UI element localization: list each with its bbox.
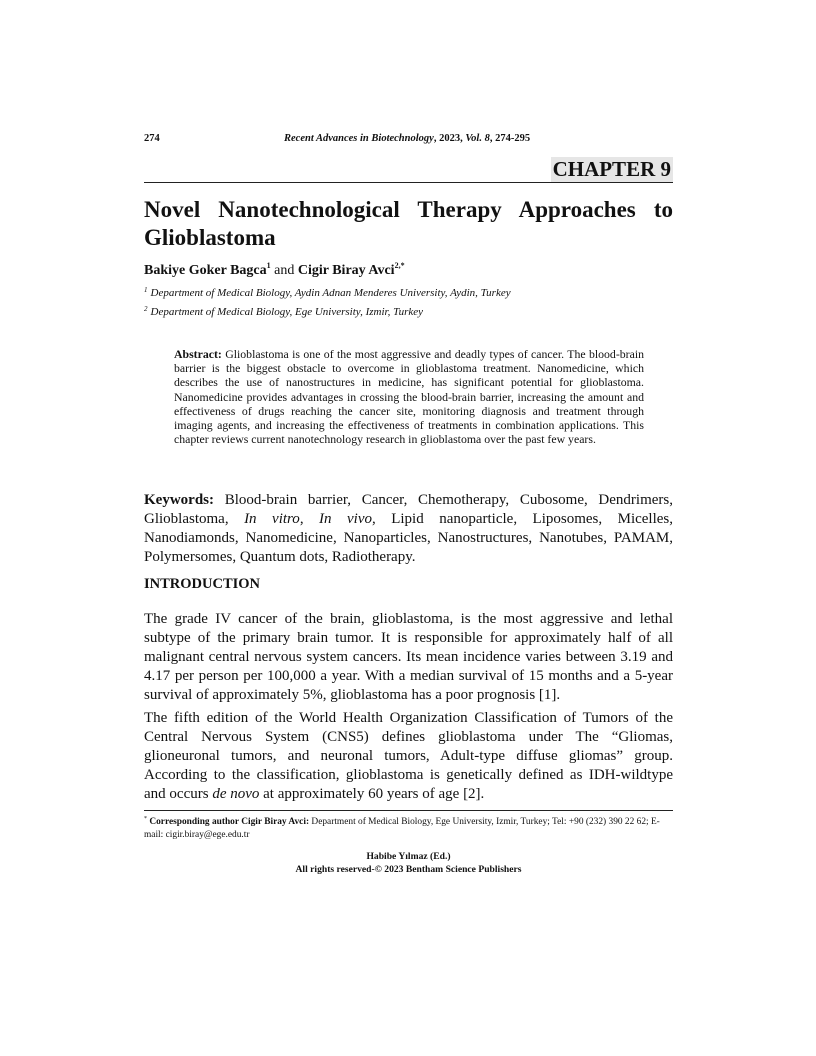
author-affiliation-mark: 1 [266, 261, 271, 270]
journal-citation [284, 133, 530, 144]
copyright-line: All rights reserved-© 2023 Bentham Science Publishers [295, 863, 522, 875]
footnote-rule [144, 810, 673, 811]
title-line-1: Novel Nanotechnological Therapy Approaches to [144, 197, 673, 222]
keywords-separator: , [299, 511, 320, 527]
keyword-in-vivo: In vivo [319, 511, 372, 527]
author-affiliation-mark: 2,* [394, 261, 405, 270]
keywords-text: , Lipid nanoparticle, Liposomes, Micelles, Nanodiamonds, Nanomedicine, Nanoparticles, Nanostructures, Nanotubes, PAMAM, Polymersomes, Quantum dots, Radiotherapy. [144, 511, 674, 565]
journal-name: Recent Advances in Biotechnology [284, 133, 434, 144]
publisher-info [144, 851, 673, 876]
affiliation-number: 1 [144, 286, 148, 294]
body-paragraph: The grade IV cancer of the brain, glioblastoma, is the most aggressive and lethal subtype of the primary brain tumor. It is responsible for approximately half of all malignant central nervous system cancers. Its mean incidence varies between 3.19 and 4.17 per person per 100,000 a year. With a median survival of 15 months and a 5-year survival of approximately 5%, glioblastoma has a poor prognosis [1]. [144, 611, 673, 703]
author-name: Cigir Biray Avci [297, 263, 395, 278]
footnote-text: Department of Medical Biology, Ege University, Izmir, Turkey; Tel: +90 (232) 390 22 62; E-mail: cigir.biray@ege.edu.tr [144, 817, 660, 840]
header-rule [144, 182, 673, 183]
abstract-label: Abstract: [174, 347, 222, 361]
affiliation [144, 305, 423, 318]
section-heading: INTRODUCTION [144, 576, 261, 592]
author-conjunction: and [270, 263, 298, 278]
affiliation-text: Department of Medical Biology, Aydin Adnan Menderes University, Aydin, Turkey [150, 287, 511, 299]
footnote-label: Corresponding author Cigir Biray Avci: [147, 817, 310, 827]
author-name: Bakiye Goker Bagca [144, 263, 267, 278]
keyword-in-vitro: In vitro [244, 511, 300, 527]
chapter-label: CHAPTER 9 [552, 157, 671, 181]
keywords [144, 491, 673, 567]
page-number: 274 [144, 133, 160, 144]
title-line-2: Glioblastoma [144, 225, 276, 250]
chapter-title [144, 196, 673, 252]
paragraph-italic-text: de novo [212, 786, 260, 802]
affiliation [144, 286, 511, 299]
footnote [144, 813, 673, 842]
keywords-text: Blood-brain barrier, Cancer, Chemotherapy, Cubosome, Dendrimers, Glioblastoma, [144, 492, 673, 527]
journal-pages: , 274-295 [489, 133, 531, 144]
paragraph-text: The fifth edition of the World Health Organization Classification of Tumors of the Central Nervous System (CNS5) defines glioblastoma under The “Gliomas, glioneuronal tumors, and neuronal tumors, Adult-type diffuse gliomas” group. According to the classification, glioblastoma is genetically defined as IDH-wildtype and occurs [144, 710, 673, 802]
journal-volume: Vol. 8 [465, 133, 490, 144]
keywords-label: Keywords: [144, 492, 214, 508]
abstract-text: Glioblastoma is one of the most aggressive and deadly types of cancer. The blood-brain barrier is the biggest obstacle to overcome in glioblastoma treatment. Nanomedicine, which describes the use of nanostructures in medicine, has significant potential for glioblastoma. Nanomedicine provides advantages in crossing the blood-brain barrier, increasing the amount and effectiveness of drugs reaching the cancer site, monitoring diagnosis and treatment through imaging agents, and increasing the effectiveness of treatments in combination applications. This chapter reviews current nanotechnology research in glioblastoma over the past few years. [174, 347, 644, 447]
journal-year: , 2023, [433, 133, 466, 144]
running-head [144, 133, 673, 147]
affiliation-number: 2 [144, 305, 148, 313]
body-paragraph [144, 709, 673, 804]
editor-line: Habibe Yılmaz (Ed.) [366, 851, 451, 862]
footnote-marker: * [144, 816, 147, 822]
affiliation-text: Department of Medical Biology, Ege University, Izmir, Turkey [150, 306, 424, 318]
author-list [144, 261, 405, 279]
abstract [174, 347, 644, 446]
paragraph-text: at approximately 60 years of age [2]. [259, 786, 485, 802]
